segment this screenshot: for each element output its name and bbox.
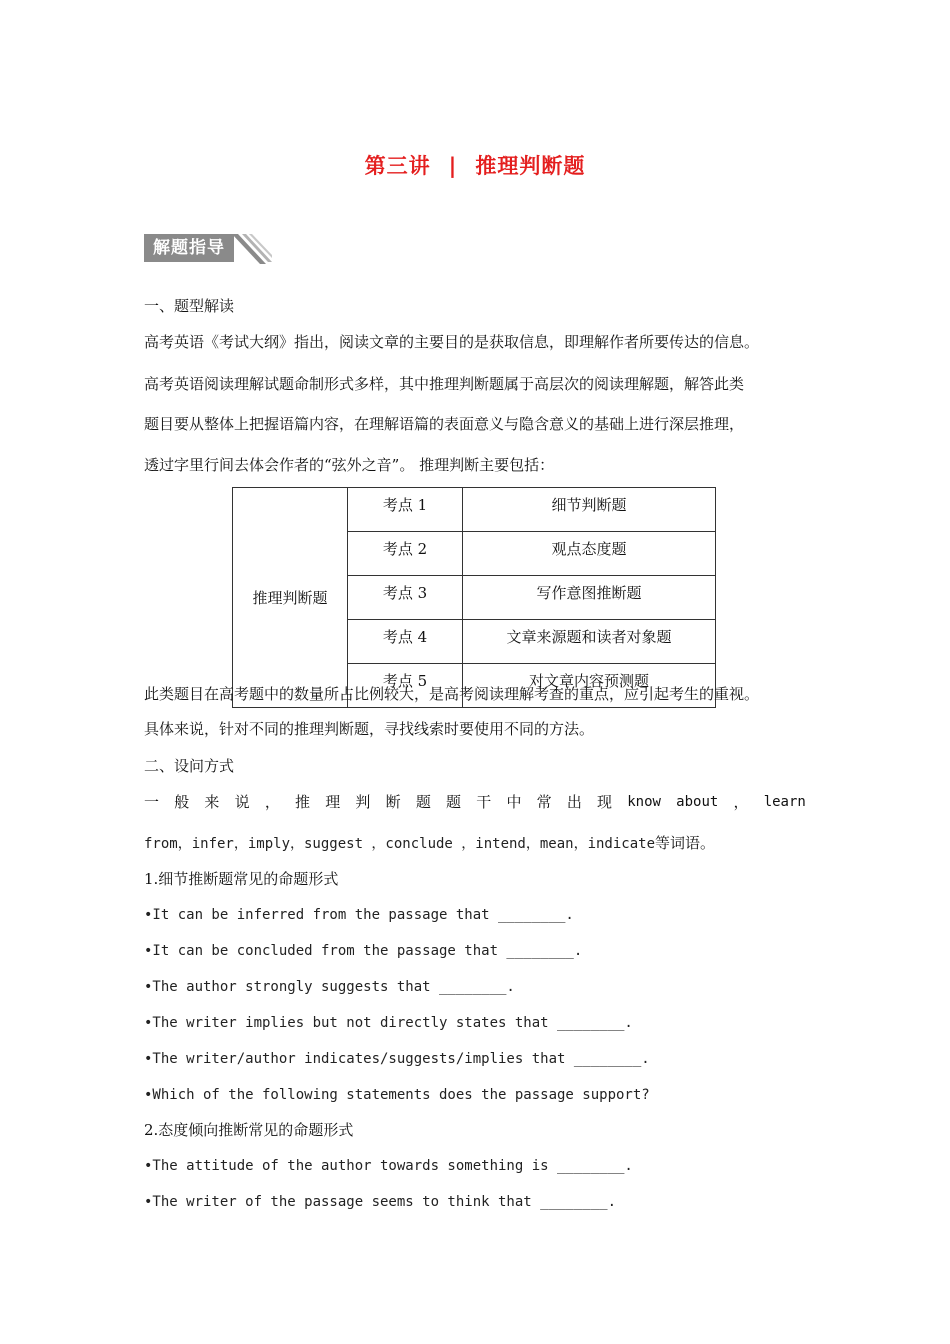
word: 判 <box>355 793 371 811</box>
word: ， <box>264 793 280 811</box>
word: 说 <box>234 793 250 811</box>
lecture-number: 第三讲 <box>364 154 431 178</box>
list-item: •The attitude of the author towards something is ________. <box>144 1158 633 1174</box>
spread-line <box>144 792 806 812</box>
list-item: •The writer implies but not directly states that ________. <box>144 1015 633 1031</box>
badge-label: 解题指导 <box>144 234 234 262</box>
list-item: •It can be inferred from the passage that ________. <box>144 907 574 923</box>
table-type-cell: 对文章内容预测题 <box>463 664 716 708</box>
word: 一 <box>144 793 160 811</box>
paragraph: 具体来说，针对不同的推理判断题，寻找线索时要使用不同的方法。 <box>144 720 595 738</box>
list-item: •It can be concluded from the passage that ________. <box>144 943 583 959</box>
list-item: •Which of the following statements does the passage support? <box>144 1087 650 1103</box>
list-item: •The writer of the passage seems to think that ________. <box>144 1194 617 1210</box>
word: 理 <box>325 793 341 811</box>
verb-list-line <box>144 833 715 854</box>
subheading-attitude-inference: 2.态度倾向推断常见的命题形式 <box>144 1121 354 1139</box>
section2-heading: 二、设问方式 <box>144 757 235 775</box>
table-type-cell: 文章来源题和读者对象题 <box>463 620 716 664</box>
verb-list-suffix: 等词语。 <box>655 834 716 852</box>
list-item: •The author strongly suggests that ________. <box>144 979 515 995</box>
section1-heading: 一、题型解读 <box>144 297 235 315</box>
word: 来 <box>204 793 220 811</box>
paragraph: 高考英语阅读理解试题命制形式多样，其中推理判断题属于高层次的阅读理解题，解答此类 <box>144 375 745 393</box>
lecture-topic: 推理判断题 <box>475 154 586 178</box>
page-title <box>0 150 950 180</box>
table-type-cell: 观点态度题 <box>463 532 716 576</box>
word: about <box>676 794 719 810</box>
paragraph: 题目要从整体上把握语篇内容，在理解语篇的表面意义与隐含意义的基础上进行深层推理， <box>144 415 745 433</box>
word: 题 <box>446 793 462 811</box>
word: 中 <box>506 793 522 811</box>
paragraph: 透过字里行间去体会作者的“弦外之音”。 推理判断主要包括： <box>144 456 555 474</box>
verb-list: from，infer，imply，suggest ，conclude ，intend，mean，indicate <box>144 836 656 852</box>
word: 干 <box>476 793 492 811</box>
word: 断 <box>385 793 401 811</box>
word: 常 <box>536 793 552 811</box>
word: 现 <box>597 793 613 811</box>
word: ， <box>733 793 749 811</box>
question-type-table <box>232 487 716 708</box>
subheading-detail-inference: 1.细节推断题常见的命题形式 <box>144 870 339 888</box>
paragraph: 此类题目在高考题中的数量所占比例较大，是高考阅读理解考查的重点，应引起考生的重视。 <box>144 685 760 703</box>
list-item: •The writer/author indicates/suggests/implies that ________. <box>144 1051 650 1067</box>
title-separator: | <box>448 154 458 178</box>
table-point-cell: 考点 2 <box>348 532 463 576</box>
table-point-cell: 考点 3 <box>348 576 463 620</box>
section-badge <box>144 234 270 264</box>
word: 般 <box>174 793 190 811</box>
word: know <box>627 794 661 810</box>
table-category-cell: 推理判断题 <box>233 488 348 708</box>
table-type-cell: 细节判断题 <box>463 488 716 532</box>
table-type-cell: 写作意图推断题 <box>463 576 716 620</box>
word: 推 <box>295 793 311 811</box>
word: 题 <box>415 793 431 811</box>
table-point-cell: 考点 5 <box>348 664 463 708</box>
table-point-cell: 考点 1 <box>348 488 463 532</box>
word: 出 <box>566 793 582 811</box>
word: learn <box>763 794 806 810</box>
paragraph: 高考英语《考试大纲》指出，阅读文章的主要目的是获取信息，即理解作者所要传达的信息。 <box>144 333 760 351</box>
badge-stripes-icon <box>232 234 272 264</box>
table-point-cell: 考点 4 <box>348 620 463 664</box>
